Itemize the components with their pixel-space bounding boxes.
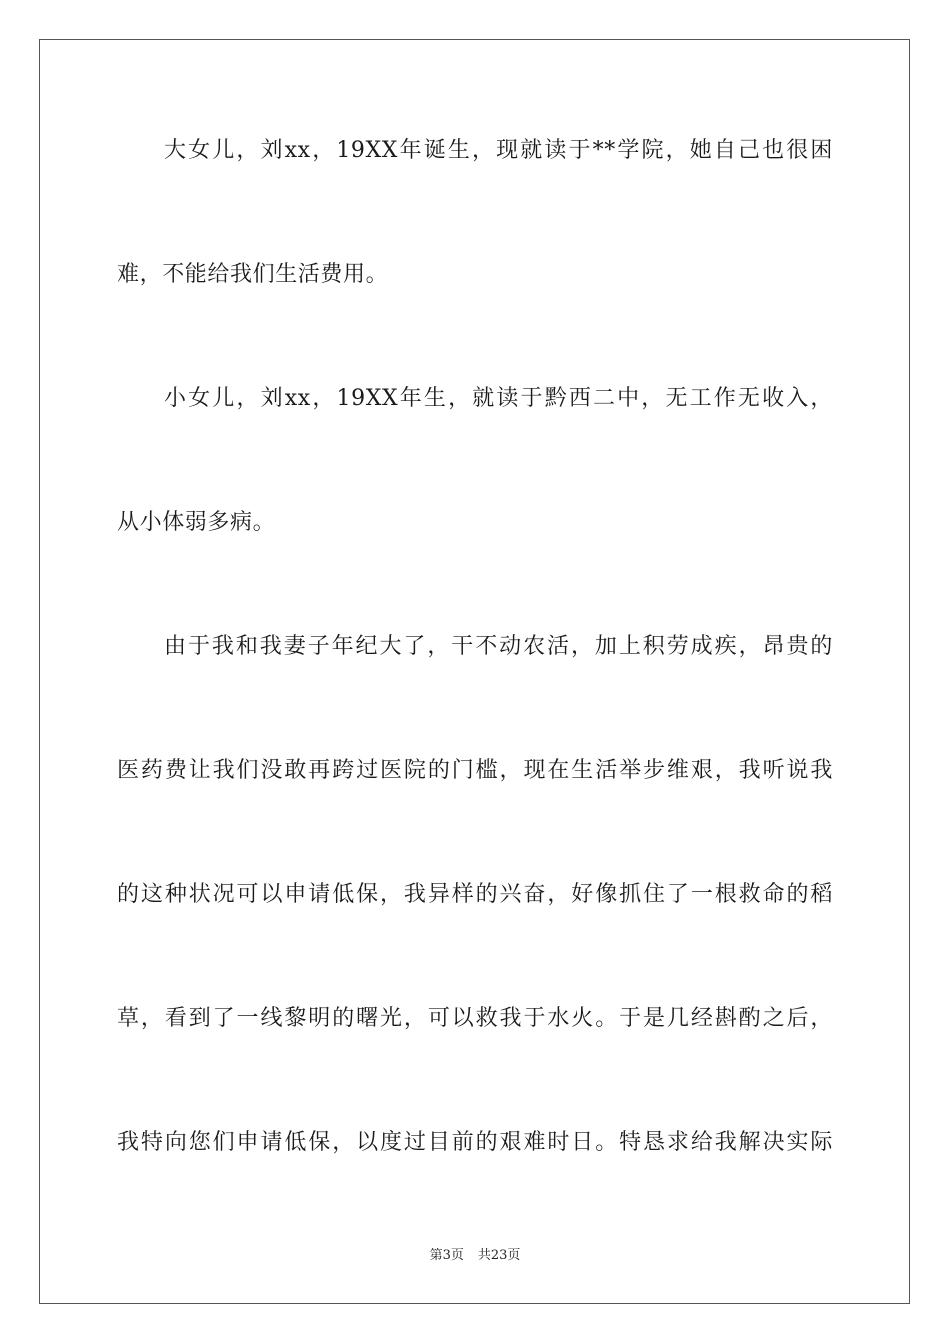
paragraph-line: 从小体弱多病。 <box>117 510 276 535</box>
page-number: 第3页 <box>429 1248 464 1263</box>
page-total: 共23页 <box>477 1248 521 1263</box>
paragraph-line: 由于我和我妻子年纪大了，干不动农活，加上积劳成疾，昂贵的 <box>164 634 833 659</box>
paragraph-line: 大女儿，刘xx，19XX年诞生，现就读于**学院，她自己也很困 <box>164 138 833 163</box>
page-border <box>39 39 910 1304</box>
page-footer <box>0 1247 950 1265</box>
paragraph-line: 小女儿，刘xx，19XX年生，就读于黔西二中，无工作无收入， <box>164 386 833 411</box>
paragraph-line: 的这种状况可以申请低保，我异样的兴奋，好像抓住了一根救命的稻 <box>117 882 833 907</box>
paragraph-line: 医药费让我们没敢再跨过医院的门槛，现在生活举步维艰，我听说我 <box>117 758 833 783</box>
paragraph-line: 草，看到了一线黎明的曙光，可以救我于水火。于是几经斟酌之后， <box>117 1006 833 1031</box>
paragraph-line: 难，不能给我们生活费用。 <box>117 262 389 287</box>
paragraph-line: 我特向您们申请低保，以度过目前的艰难时日。特恳求给我解决实际 <box>117 1130 833 1155</box>
